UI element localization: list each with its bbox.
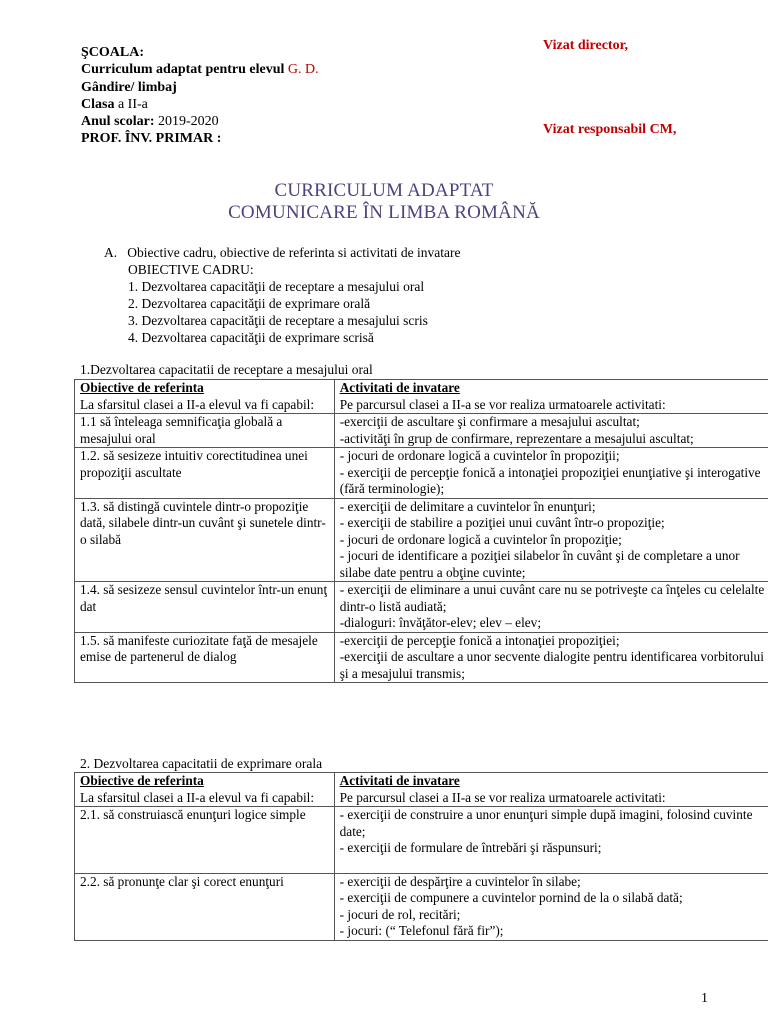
- domain-line: Gândire/ limbaj: [81, 79, 177, 95]
- activities-cell: - exerciţii de eliminare a unui cuvânt care nu se potriveşte ca înţeles cu celelalte dintr-o listă audiată; -dialoguri: învăţător-elev; elev – elev;: [334, 582, 768, 633]
- section-a-subheading: OBIECTIVE CADRU:: [128, 262, 254, 277]
- table2: [74, 772, 768, 941]
- table-row: [75, 448, 768, 499]
- approval-responsible: Vizat responsabil CM,: [543, 122, 677, 137]
- class-line: Clasa a II-a: [81, 96, 148, 112]
- curriculum-line: Curriculum adaptat pentru elevul G. D.: [81, 62, 319, 78]
- table-row: [75, 873, 768, 940]
- objective-cell: 1.3. să distingă cuvintele dintr-o propoziţie dată, silabele dintr-un cuvânt şi sunetele dintr-o silabă: [75, 498, 335, 582]
- table-row: [75, 632, 768, 683]
- page-number: 1: [701, 991, 708, 1006]
- table1-caption: 1.Dezvoltarea capacitatii de receptare a mesajului oral: [80, 362, 373, 377]
- table-header-cell: Activitati de invatare Pe parcursul clasei a II-a se vor realiza urmatoarele activitati:: [334, 773, 768, 807]
- framework-objective-item: 4. Dezvoltarea capacităţii de exprimare scrisă: [128, 330, 374, 345]
- framework-objective-item: 3. Dezvoltarea capacităţii de receptare a mesajului scris: [128, 313, 428, 328]
- table1: [74, 379, 768, 683]
- table-header-row: [75, 773, 768, 807]
- year-line: Anul scolar: 2019-2020: [81, 114, 219, 130]
- objective-cell: 1.2. să sesizeze intuitiv corectitudinea unei propoziţii ascultate: [75, 448, 335, 499]
- table-row: [75, 807, 768, 874]
- section-a-heading: A. Obiective cadru, obiective de referinta si activitati de invatare: [104, 245, 461, 260]
- teacher-line: PROF. ÎNV. PRIMAR :: [81, 131, 222, 147]
- document-header: [81, 44, 319, 148]
- table-header-cell: Activitati de invatare Pe parcursul clasei a II-a se vor realiza urmatoarele activitati:: [334, 380, 768, 414]
- activities-cell: -exerciţii de percepţie fonică a intonaţiei propoziţiei; -exerciţii de ascultare a unor secvente dialogite pentru identificarea vorbitorului şi a mesajului transmis;: [334, 632, 768, 683]
- framework-objective-item: 1. Dezvoltarea capacităţii de receptare a mesajului oral: [128, 279, 425, 294]
- table-header-row: [75, 380, 768, 414]
- section-a: [104, 244, 460, 346]
- table-row: [75, 498, 768, 582]
- activities-cell: -exerciţii de ascultare şi confirmare a mesajului ascultat; -activităţi în grup de confirmare, reprezentare a mesajului ascultat;: [334, 414, 768, 448]
- objective-cell: 1.1 să înteleaga semnificaţia globală a mesajului oral: [75, 414, 335, 448]
- activities-cell: - exerciţii de delimitare a cuvintelor în enunţuri; - exerciţii de stabilire a poziţiei unui cuvânt într-o propoziţie; - jocuri de ordonare logică a cuvintelor în propoziţie; - jocuri de identificare a poziţiei silabelor în cuvânt şi de completare a unor silabe date pentru a obţine cuvinte;: [334, 498, 768, 582]
- framework-objective-item: 2. Dezvoltarea capacităţii de exprimare orală: [128, 296, 371, 311]
- approval-director: Vizat director,: [543, 38, 629, 53]
- objective-cell: 2.1. să construiască enunţuri logice simple: [75, 807, 335, 874]
- table-row: [75, 414, 768, 448]
- activities-cell: - exerciţii de despărţire a cuvintelor în silabe; - exerciţii de compunere a cuvintelor pornind de la o silabă dată; - jocuri de rol, recitări; - jocuri: (“ Telefonul fără fir”);: [334, 873, 768, 940]
- activities-cell: - exerciţii de construire a unor enunţuri simple după imagini, folosind cuvinte date; - exerciţii de formulare de întrebări şi răspunsuri;: [334, 807, 768, 874]
- school-line: ŞCOALA:: [81, 45, 145, 60]
- table-header-cell: Obiective de referinta La sfarsitul clasei a II-a elevul va fi capabil:: [75, 773, 335, 807]
- activities-cell: - jocuri de ordonare logică a cuvintelor în propoziţii; - exerciţii de percepţie fonică a intonaţiei propoziţiei enunţiative şi interogative (fără terminologie);: [334, 448, 768, 499]
- document-title-line2: COMUNICARE ÎN LIMBA ROMÂNĂ: [228, 202, 540, 223]
- spacer: [340, 857, 768, 873]
- document-title-line1: CURRICULUM ADAPTAT: [274, 180, 494, 201]
- objective-cell: 1.4. să sesizeze sensul cuvintelor într-un enunţ dat: [75, 582, 335, 633]
- student-name: G. D.: [287, 62, 319, 78]
- table-row: [75, 582, 768, 633]
- table2-caption: 2. Dezvoltarea capacitatii de exprimare orala: [80, 756, 323, 771]
- objective-cell: 2.2. să pronunţe clar şi corect enunţuri: [75, 873, 335, 940]
- objective-cell: 1.5. să manifeste curiozitate faţă de mesajele emise de partenerul de dialog: [75, 632, 335, 683]
- table-header-cell: Obiective de referinta La sfarsitul clasei a II-a elevul va fi capabil:: [75, 380, 335, 414]
